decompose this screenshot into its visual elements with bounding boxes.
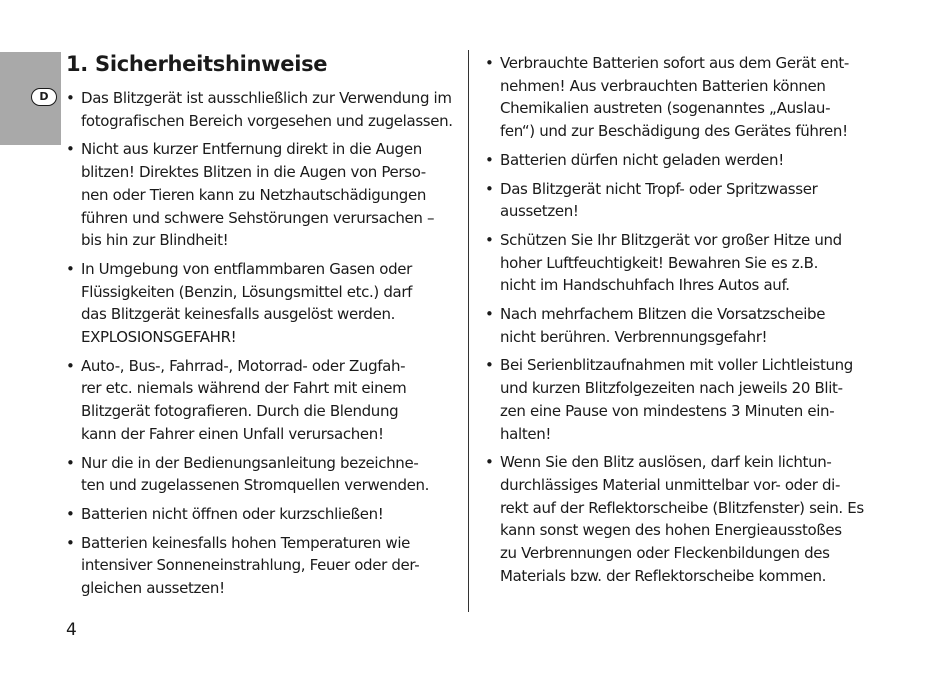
- safety-item: • Batterien nicht öffnen oder kurzschließen!: [66, 503, 456, 526]
- safety-item: • Bei Serienblitzaufnahmen mit voller Lichtleistung und kurzen Blitzfolgezeiten nach jeweils 20 Blit- zen eine Pause von mindestens 3 Minuten ein- halten!: [485, 354, 880, 445]
- safety-item: • Nicht aus kurzer Entfernung direkt in die Augen blitzen! Direktes Blitzen in die Augen von Perso- nen oder Tieren kann zu Netzhautschädigungen führen und schwere Sehstörungen verursachen – bis hin zur Blindheit!: [66, 138, 456, 252]
- safety-item: • In Umgebung von entflammbaren Gasen oder Flüssigkeiten (Benzin, Lösungsmittel etc.) darf das Blitzgerät keinesfalls ausgelöst werden. EXPLOSIONSGEFAHR!: [66, 258, 456, 349]
- safety-item: • Das Blitzgerät ist ausschließlich zur Verwendung im fotografischen Bereich vorgesehen und zugelassen.: [66, 87, 456, 132]
- safety-item: • Verbrauchte Batterien sofort aus dem Gerät ent- nehmen! Aus verbrauchten Batterien können Chemikalien austreten (sogenanntes „Auslau- fen“) und zur Beschädigung des Gerätes führen!: [485, 52, 880, 143]
- safety-item: • Das Blitzgerät nicht Tropf- oder Spritzwasser aussetzen!: [485, 178, 880, 223]
- section-title: 1. Sicherheitshinweise: [66, 52, 328, 76]
- safety-item: • Batterien keinesfalls hohen Temperaturen wie intensiver Sonneneinstrahlung, Feuer oder der- gleichen aussetzen!: [66, 532, 456, 600]
- safety-item: • Nur die in der Bedienungsanleitung bezeichne- ten und zugelassenen Stromquellen verwenden.: [66, 452, 456, 497]
- safety-item: • Nach mehrfachem Blitzen die Vorsatzscheibe nicht berühren. Verbrennungsgefahr!: [485, 303, 880, 348]
- language-badge: D: [31, 88, 57, 106]
- safety-item: • Batterien dürfen nicht geladen werden!: [485, 149, 880, 172]
- safety-item: • Wenn Sie den Blitz auslösen, darf kein lichtun- durchlässiges Material unmittelbar vor- oder di- rekt auf der Reflektorscheibe (Blitzfenster) sein. Es kann sonst wegen des hohen Energieausstoßes zu Verbrennungen oder Fleckenbildungen des Materials bzw. der Reflektorscheibe kommen.: [485, 451, 880, 587]
- safety-item: • Auto-, Bus-, Fahrrad-, Motorrad- oder Zugfah- rer etc. niemals während der Fahrt mit einem Blitzgerät fotografieren. Durch die Blendung kann der Fahrer einen Unfall verursachen!: [66, 355, 456, 446]
- page-number: 4: [66, 620, 77, 640]
- left-column-list: [66, 87, 456, 606]
- safety-item: • Schützen Sie Ihr Blitzgerät vor großer Hitze und hoher Luftfeuchtigkeit! Bewahren Sie es z.B. nicht im Handschuhfach Ihres Autos auf.: [485, 229, 880, 297]
- right-column-list: [485, 52, 880, 593]
- column-divider: [468, 50, 469, 612]
